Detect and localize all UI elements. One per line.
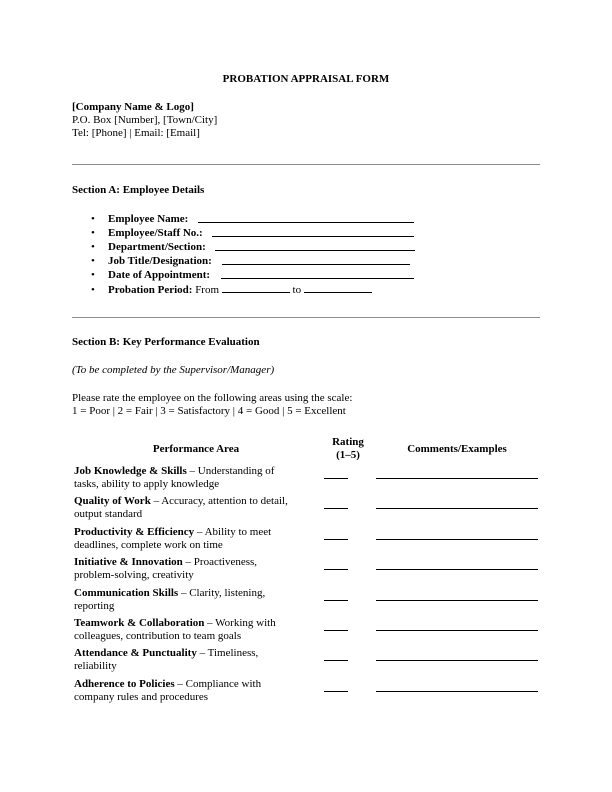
company-address: P.O. Box [Number], [Town/City] [72,114,218,126]
comments-field[interactable] [376,630,538,631]
area-name: Adherence to Policies [74,677,175,690]
probation-from-label: From [195,284,220,296]
area-desc-2: problem-solving, creativity [74,569,194,582]
table-row [72,647,542,677]
rating-field[interactable] [324,539,348,540]
area-desc-1: – Ability to meet [194,525,272,538]
performance-area-cell [74,465,318,491]
table-row [72,465,542,495]
field-label: Employee/Staff No.: [108,227,203,239]
area-name: Teamwork & Collaboration [74,617,205,629]
bullet: • [91,227,95,239]
rating-field[interactable] [324,508,348,509]
section-b-note: (To be completed by the Supervisor/Manager) [72,364,275,376]
area-name: Productivity & Efficiency [74,525,195,538]
area-desc-2: reliability [74,660,117,673]
company-name: [Company Name & Logo] [72,101,194,113]
employee-details-list [91,212,372,296]
area-desc-2: deadlines, complete work on time [74,538,223,551]
area-desc-1: – Understanding of [186,465,275,477]
job-title-field[interactable] [222,254,410,265]
table-row [72,556,542,586]
company-block [72,101,217,140]
performance-area-cell [74,678,318,704]
area-desc-1: – Working with [204,617,276,629]
field-staff-no [91,226,372,240]
header-performance-area: Performance Area [152,443,240,455]
header-comments: Comments/Examples [407,443,507,455]
probation-to-field[interactable] [304,282,372,293]
field-label: Date of Appointment: [108,269,211,281]
table-row [72,587,542,617]
section-b-heading: Section B: Key Performance Evaluation [72,336,260,348]
performance-area-cell [74,617,318,643]
bullet: • [91,269,95,281]
performance-area-cell [74,556,318,582]
area-desc-1: – Timeliness, [196,647,259,660]
field-label: Probation Period: [108,284,193,296]
area-name: Attendance & Punctuality [74,647,197,660]
area-desc-2: colleagues, contribution to team goals [74,630,242,642]
table-row [72,526,542,556]
section-a-heading: Section A: Employee Details [72,184,205,196]
rating-field[interactable] [324,691,348,692]
rating-scale: 1 = Poor | 2 = Fair | 3 = Satisfactory | 4 = Good | 5 = Excellent [72,405,346,417]
performance-area-cell [74,587,318,613]
header-rating-range: (1–5) [336,449,360,461]
comments-field[interactable] [376,478,538,479]
company-contact: Tel: [Phone] | Email: [Email] [72,127,200,139]
field-date-of-appointment [91,268,372,282]
field-label: Department/Section: [108,241,206,253]
table-row [72,495,542,525]
bullet: • [91,284,95,296]
comments-field[interactable] [376,569,538,570]
comments-field[interactable] [376,691,538,692]
divider [72,317,540,318]
instruction-text: Please rate the employee on the following areas using the scale: [72,392,353,404]
comments-field[interactable] [376,600,538,601]
area-name: Job Knowledge & Skills [74,465,187,477]
field-employee-name [91,212,372,226]
field-label: Employee Name: [108,213,189,225]
area-name: Communication Skills [74,586,179,599]
area-desc-1: – Compliance with [174,677,262,690]
area-name: Quality of Work [74,495,151,508]
rating-instructions [72,392,352,418]
header-rating-label: Rating [332,436,364,448]
rating-field[interactable] [324,660,348,661]
rating-field[interactable] [324,600,348,601]
field-department [91,240,372,254]
department-field[interactable] [215,240,415,251]
table-row [72,678,542,708]
comments-field[interactable] [376,508,538,509]
probation-to-label: to [292,284,302,296]
performance-area-cell [74,647,318,673]
performance-area-cell [74,495,318,521]
comments-field[interactable] [376,660,538,661]
rating-field[interactable] [324,630,348,631]
header-rating [318,436,378,462]
divider [72,164,540,165]
area-desc-1: – Proactiveness, [182,556,258,569]
field-job-title [91,254,372,268]
area-desc-2: output standard [74,508,143,521]
field-label: Job Title/Designation: [108,255,212,267]
rating-field[interactable] [324,569,348,570]
comments-field[interactable] [376,539,538,540]
probation-from-field[interactable] [222,282,290,293]
bullet: • [91,255,95,267]
form-title: PROBATION APPRAISAL FORM [222,73,390,85]
staff-no-field[interactable] [212,226,414,237]
rating-field[interactable] [324,478,348,479]
area-desc-1: – Accuracy, attention to detail, [150,495,288,508]
bullet: • [91,241,95,253]
area-desc-2: tasks, ability to apply knowledge [74,478,220,490]
bullet: • [91,213,95,225]
area-name: Initiative & Innovation [74,556,183,569]
field-probation-period [91,282,372,296]
area-desc-2: company rules and procedures [74,690,209,703]
table-row [72,617,542,647]
performance-area-cell [74,526,318,552]
appointment-date-field[interactable] [221,268,414,279]
area-desc-1: – Clarity, listening, [178,586,266,599]
employee-name-field[interactable] [198,212,414,223]
area-desc-2: reporting [74,599,115,612]
